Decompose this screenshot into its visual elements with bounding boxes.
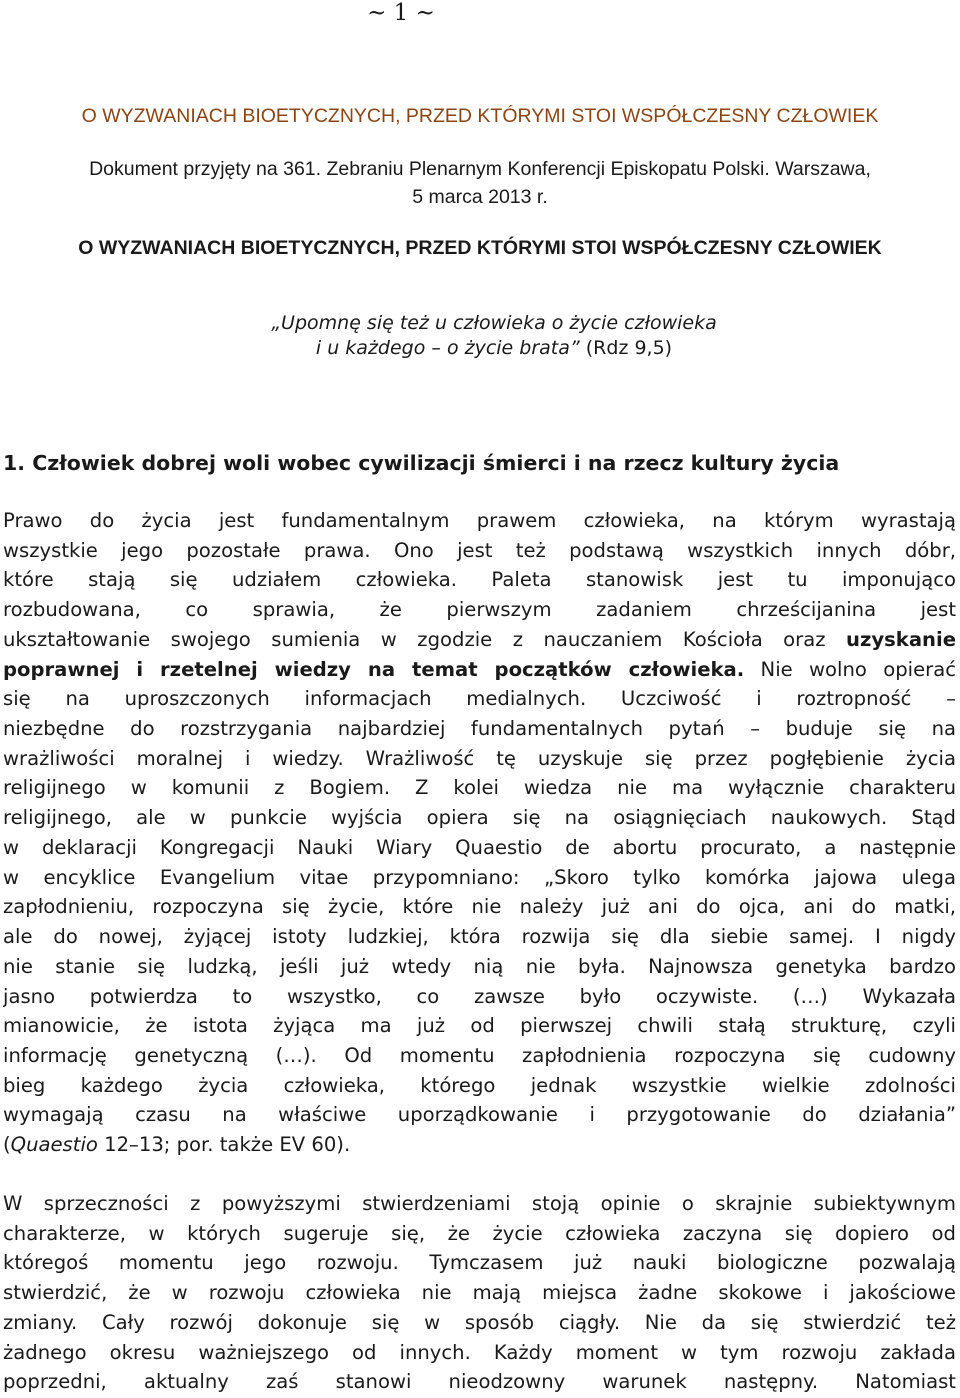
text-run: które stają się udziałem człowieka. Paleta stanowisk jest tu imponująco [3,568,956,592]
paragraph-line [3,1041,956,1071]
paragraph-line [3,1071,956,1101]
motto-line-2 [0,336,960,361]
paragraph-line [3,863,956,893]
motto-reference: (Rdz 9,5) [579,337,673,359]
text-run: zapłodnieniu, rozpoczyna się życie, które nie należy już ani do ojca, ani do matki, [3,895,956,919]
text-run: stwierdzić, że w rozwoju człowieka nie mają miejsca żadne skokowe i jakościowe [3,1281,956,1305]
text-run: wszystkie jego pozostałe prawa. Ono jest też podstawą wszystkich innych dóbr, [3,538,956,562]
paragraph-line [3,684,956,714]
text-run: uzyskanie [846,627,956,651]
text-run: informację genetyczną (…). Od momentu zapłodnienia rozpoczyna się cudowny [3,1043,956,1067]
header-title: O WYZWANIACH BIOETYCZNYCH, PRZED KTÓRYMI STOI WSPÓŁCZESNY CZŁOWIEK [81,105,879,127]
paragraph-line [3,655,956,685]
document-info-line-1: Dokument przyjęty na 361. Zebraniu Plenarnym Konferencji Episkopatu Polski. Warszawa, [89,158,871,180]
main-title: O WYZWANIACH BIOETYCZNYCH, PRZED KTÓRYMI STOI WSPÓŁCZESNY CZŁOWIEK [78,237,882,259]
paragraph-line [3,1219,956,1249]
paragraph-line [3,1100,956,1130]
paragraph-line [3,595,956,625]
paragraph-line [3,1278,956,1308]
paragraph-line [3,922,956,952]
text-run: jasno potwierdza to wszystko, co zawsze było oczywiste. (…) Wykazała [3,984,956,1008]
text-run: religijnego, ale w punkcie wyjścia opiera się na osiągnięciach naukowych. Stąd [3,806,956,830]
motto [0,311,960,361]
text-run: Nie wolno opierać [744,657,956,681]
text-run: w deklaracji Kongregacji Nauki Wiary Quaestio de abortu procurato, a następnie [3,835,956,859]
text-run: nie stanie się ludzką, jeśli już wtedy nią nie była. Najnowsza genetyka bardzo [3,954,956,978]
paragraph-line [3,1308,956,1338]
section-heading: 1. Człowiek dobrej woli wobec cywilizacji śmierci i na rzecz kultury życia [3,451,840,475]
paragraph-line [3,982,956,1012]
text-run: ukształtowanie swojego sumienia w zgodzie z nauczaniem Kościoła oraz [3,627,846,651]
document-info [0,155,960,211]
paragraph-line [3,1189,956,1219]
paragraph-line [3,625,956,655]
paragraph-line [3,506,956,536]
text-run: mianowicie, że istota żyjąca ma już od pierwszej chwili stałą strukturę, czyli [3,1014,956,1038]
text-run: w encyklice Evangelium vitae przypomniano: „Skoro tylko komórka jajowa ulega [3,865,956,889]
text-run: charakterze, w których sugeruje się, że życie człowieka zaczyna się dopiero od [3,1221,956,1245]
paragraph-line [3,714,956,744]
text-run: bieg każdego życia człowieka, którego jednak wszystkie wielkie zdolności [3,1073,956,1097]
text-run: zmiany. Cały rozwój dokonuje się w sposób ciągły. Nie da się stwierdzić też [3,1310,956,1334]
text-run: poprawnej i rzetelnej wiedzy na temat początków człowieka. [3,657,745,681]
text-run: Prawo do życia jest fundamentalnym prawem człowieka, na którym wyrastają [3,509,956,532]
text-run: rozbudowana, co sprawia, że pierwszym zadaniem chrześcijanina jest [3,598,956,622]
motto-line-2-quote: i u każdego – o życie brata” [315,337,580,359]
text-run: religijnego w komunii z Bogiem. Z kolei wiedza nie ma wyłącznie charakteru [3,776,956,800]
paragraph-line [3,1130,956,1160]
paragraph-line [3,833,956,863]
text-run: się na uproszczonych informacjach medialnych. Uczciwość i roztropność – [3,687,956,711]
text-run: 12–13; por. także EV 60). [97,1133,351,1157]
text-run: niezbędne do rozstrzygania najbardziej fundamentalnych pytań – buduje się na [3,717,956,741]
text-run: wrażliwości moralnej i wiedzy. Wrażliwość tę uzyskuje się przez pogłębienie życia [3,746,956,770]
motto-line-1: „Upomnę się też u człowieka o życie człowieka [271,312,717,334]
text-run: ( [3,1133,11,1157]
paragraph-line [3,773,956,803]
paragraph-line [3,1367,956,1397]
paragraph-line [3,952,956,982]
paragraph-1 [3,506,956,1160]
paragraph-2 [3,1189,956,1397]
paragraph-line [3,1011,956,1041]
text-run: któregoś momentu jego rozwoju. Tymczasem już nauki biologiczne pozwalają [3,1251,956,1275]
text-run: Quaestio [10,1133,98,1157]
paragraph-line [3,536,956,566]
paragraph-line [3,565,956,595]
paragraph-line [3,1338,956,1368]
page-number: ~ 1 ~ [367,0,435,26]
text-run: poprzedni, aktualny zaś stanowi nieodzowny warunek następny. Natomiast [3,1370,956,1394]
paragraph-line [3,1248,956,1278]
paragraph-line [3,744,956,774]
document-info-line-2: 5 marca 2013 r. [412,186,548,208]
text-run: ale do nowej, żyjącej istoty ludzkiej, która rozwija się dla siebie samej. I nigdy [3,925,956,949]
paragraph-line [3,803,956,833]
text-run: żadnego okresu ważniejszego od innych. Każdy moment w tym rozwoju zakłada [3,1340,956,1364]
paragraph-line [3,892,956,922]
text-run: wymagają czasu na właściwe uporządkowanie i przygotowanie do działania” [3,1103,956,1127]
text-run: W sprzeczności z powyższymi stwierdzeniami stoją opinie o skrajnie subiektywnym [3,1192,956,1215]
